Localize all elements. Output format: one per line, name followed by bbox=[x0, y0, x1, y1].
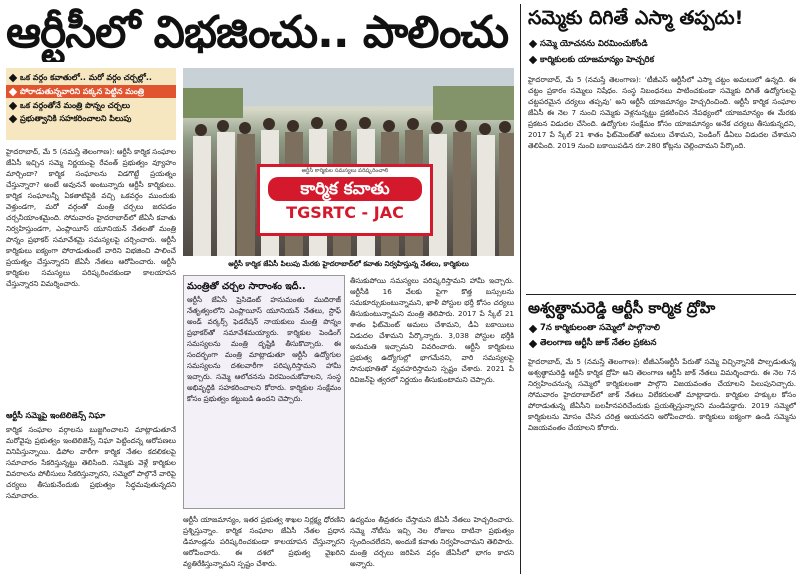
right-headline-ashwathama: అశ్వత్థామరెడ్డి ఆర్టీసీ కార్మిక ద్రోహి bbox=[528, 299, 716, 317]
banner-main-text: కార్మిక కవాతు bbox=[268, 177, 422, 201]
bottom-paragraph-left: ఆర్టీసీ యాజమాన్యం, ఇతర ప్రభుత్వ శాఖల నిర్లక్ష్య ధోరణిని ప్రశ్నిస్తున్నాం. కార్మిక సంఘాల జేఏసీ నేతల ప్రధాన డిమాండ్లను పరిష్కరించకుండా కాలయాపన చేస్తున్నారని ఆరోపించారు. ఈ దశలో ప్రభుత్వ వైఖరిని వ్యతిరేకిస్తున్నామని స్పష్టం చేశారు. bbox=[183, 515, 345, 568]
esma-paragraph: హైదరాబాద్‌, మే 5 (నమస్తే తెలంగాణ): ‘టీజీఎస్‌ ఆర్టీసీలో ఎస్మా చట్టం అమలులో ఉన్నది. ఈ చట్టం ప్రకారం సమ్మెలు నిషేధం. సంస్థ నిబంధనలు పాటించకుండా సమ్మెకు దిగితే ఉద్యోగులపై చట్టపరమైన చర్యలు తప్పవు’ అని ఆర్టీసీ యాజమాన్యం హెచ్చరించింది. ఆర్టీసీ కార్మిక సంఘాల జేఏసీ ఈ నెల 7 నుంచి సమ్మెకు వెళ్లనున్నట్టు ప్రకటించిన నేపథ్యంలో యాజమాన్యం ఈ మేరకు ప్రకటన విడుదల చేసింది. ఉద్యోగుల సంక్షేమం కోసం యాజమాన్యం అనేక చర్యలు తీసుకున్నదని, 2017 పే స్కేల్‌ 21 శాతం ఫిట్‌మెంట్‌తో అమలు చేశామని, పెండింగ్‌ డీఏలు విడుదల చేశామని తెలిపింది. 2019 నుంచి బకాయిపడిన రూ.280 కోట్లను చెల్లించామని పేర్కొంది. bbox=[528, 75, 796, 150]
subheading-intelligence: ఆర్టీసీ సమ్మెపై ఇంటెలిజెన్స్‌ నిఘా bbox=[6, 411, 106, 420]
intelligence-paragraph: కార్మిక సంఘాల వర్గాలను బుజ్జగించాలని మాట్లాడుతూనే మరోవైపు ప్రభుత్వం ఇంటెలిజెన్స్‌ నిఘా పెట్టిందన్న ఆరోపణలు వినిపిస్తున్నాయి. డిపోల వారీగా కార్మిక నేతల కదలికలపై సమాచారం సేకరిస్తున్నట్టు తెలిసింది. సమ్మెకు వెళ్లే కార్మికుల వివరాలను పోలీసులు సేకరిస్తున్నారని, సమ్మెలో పాల్గొనే వారిపై చర్యలు తీసుకునేందుకు ప్రభుత్వం సిద్ధమవుతున్నదని సమాచారం. bbox=[6, 425, 176, 500]
bullet-item: తెలంగాణ ఆర్టీసీ జాక్‌ నేతల ప్రకటన bbox=[530, 336, 796, 351]
talks-summary-box bbox=[183, 275, 345, 509]
right-bullets-esma bbox=[530, 36, 796, 70]
bullet-item: 7న కార్మికులంతా సమ్మెలో పాల్గొనాలి bbox=[530, 321, 796, 336]
subheading-talks: మంత్రితో చర్చల సారాంశం ఇదీ.. bbox=[187, 281, 306, 292]
summary-item: ఒక వర్గంతోనే మంత్రి పొన్నం చర్చలు bbox=[10, 99, 172, 112]
rally-photo bbox=[183, 68, 514, 256]
right-headline-esma: సమ్మెకు దిగితే ఎస్మా తప్పదు! bbox=[528, 7, 744, 29]
main-headline: ఆర్టీసీలో విభజించు.. పాలించు bbox=[6, 7, 509, 58]
middle-column-paragraph: తీసుకుపోయి సమస్యలు పరిష్కరిస్తామని హామీ ఇచ్చారు. ఆర్టీసీకి 16 వేలకు పైగా కొత్త బస్సులను సమకూర్చుకుంటున్నామని, ఖాళీ పోస్టుల భర్తీ కోసం చర్యలు తీసుకుంటున్నామని మంత్రి తెలిపారు. 2017 పే స్కేల్‌ 21 శాతం ఫిట్‌మెంట్‌ అమలు చేశామని, డీఏ బకాయిలు విడుదల చేశామని పేర్కొన్నారు. 3,038 పోస్టుల భర్తీకి అనుమతి ఇచ్చామని వివరించారు. ఆర్టీసీ కార్మికులు ప్రభుత్వ ఉద్యోగుల్లో భాగమేనని, వారి సమస్యలపై సానుభూతితో వ్యవహరిస్తామని స్పష్టం చేశారు. 2021 పే రివిజన్‌పై త్వరలో నిర్ణయం తీసుకుంటామని చెప్పారు. bbox=[350, 276, 514, 384]
protest-banner bbox=[257, 164, 433, 236]
lead-paragraph: హైదరాబాద్‌, మే 5 (నమస్తే తెలంగాణ): ఆర్టీసీ కార్మిక సంఘాల జేఏసీ ఇచ్చిన సమ్మె నిర్ణయంపై రేవంత్‌ ప్రభుత్వం వ్యూహం మార్చిందా? కార్మిక సంఘాలను విడగొట్టే ప్రయత్నం చేస్తున్నారా? అంటే అవుననే అంటున్నారు ఆర్టీసీ కార్మికులు. కార్మిక సంఘాలన్నీ ఏకతాటిపైకి వచ్చి ఒకవర్గం ముందుకు వెళ్తుండగా, మరో వర్గంతో మంత్రి చర్చలు జరపడం చర్చనీయాంశమైంది. సోమవారం హైదరాబాద్‌లో జేఏసీ కవాతు నిర్వహిస్తుండగా, ఎంప్లాయీస్‌ యూనియన్‌ నేతలతో మంత్రి పొన్నం ప్రభాకర్‌ సమావేశమై సమస్యలపై చర్చించారు. ఆర్టీసీ కార్మికులు ఐక్యంగా పోరాడుతుంటే వారిని విభజించి పాలించే ప్రయత్నం చేస్తున్నారని జేఏసీ నేతలు ఆరోపించారు. ఆర్టీసీ కార్మికుల సమస్యలు పరిష్కరించకుండా కాలయాపన చేస్తున్నారని విమర్శించారు. bbox=[6, 147, 176, 288]
ashwathama-paragraph: హైదరాబాద్‌, మే 5 (నమస్తే తెలంగాణ): టీజీఎస్‌ఆర్టీసీ పేరుతో సమ్మె విచ్ఛిన్నానికి పాల్పడుతున్న అశ్వత్థామరెడ్డి ఆర్టీసీ కార్మిక ద్రోహి అని తెలంగాణ ఆర్టీసీ జాక్‌ నేతలు విమర్శించారు. ఈ నెల 7న నిర్వహించనున్న సమ్మెలో కార్మికులంతా పాల్గొని విజయవంతం చేయాలని పిలుపునిచ్చారు. సోమవారం హైదరాబాద్‌లో జాక్‌ నేతలు విలేకరులతో మాట్లాడారు. కార్మికుల హక్కుల కోసం పోరాడుతున్న జేఏసీని బలహీనపరిచేందుకు ప్రయత్నిస్తున్నారని మండిపడ్డారు. 2019 సమ్మెలో కార్మికులను మోసం చేసిన చరిత్ర ఆయనదని ఆరోపించారు. కార్మికులు ఐక్యంగా ఉండి సమ్మెను విజయవంతం చేయాలని కోరారు. bbox=[528, 357, 796, 432]
column-divider bbox=[520, 4, 521, 574]
right-bullets-ashwathama bbox=[530, 321, 796, 353]
summary-box bbox=[6, 68, 176, 140]
photo-caption: ఆర్టీసీ కార్మిక జేఏసీ పిలుపు మేరకు హైదరాబాద్‌లో కవాతు నిర్వహిస్తున్న నేతలు, కార్మికులు bbox=[228, 260, 469, 268]
summary-item: ఒక వర్గం కవాతులో.. మరో వర్గం చర్చల్లో.. bbox=[10, 71, 172, 84]
summary-item: ప్రభుత్వానికి సహకరించాలని పిలుపు bbox=[10, 112, 172, 125]
banner-org-text: TGSRTC - JAC bbox=[286, 203, 404, 222]
banner-top-text: ఆర్టీసీ కార్మికుల సమస్యలు పరిష్కరించాలి bbox=[301, 168, 389, 174]
bullet-item: కార్మికులకు యాజమాన్యం హెచ్చరిక bbox=[530, 52, 796, 68]
talks-paragraph: ఆర్టీసీ జేఏసీ ప్రెసిడెంట్‌ హనుమంతు ముదిరాజ్‌ నేతృత్వంలోని ఎంప్లాయీస్‌ యూనియన్‌ నేతలు, స్టాఫ్‌ అండ్‌ వర్కర్స్‌ ఫెడరేషన్‌ నాయకులు మంత్రి పొన్నం ప్రభాకర్‌తో సమావేశమయ్యారు. కార్మికుల పెండింగ్‌ సమస్యలను మంత్రి దృష్టికి తీసుకొచ్చారు. ఈ సందర్భంగా మంత్రి మాట్లాడుతూ ఆర్టీసీ ఉద్యోగుల సమస్యలను దశలవారీగా పరిష్కరిస్తామని హామీ ఇచ్చారు. సమ్మె ఆలోచనను విరమించుకోవాలని, సంస్థ అభివృద్ధికి సహకరించాలని కోరారు. కార్మికుల సంక్షేమం కోసం ప్రభుత్వం కట్టుబడి ఉందని చెప్పారు. bbox=[187, 295, 341, 403]
bottom-paragraph-right: ఉద్యమం తీవ్రతరం చేస్తామని జేఏసీ నేతలు హెచ్చరించారు. సమ్మె నోటీసు ఇచ్చి నెల రోజులు దాటినా ప్రభుత్వం స్పందించలేదని, అందుకే కవాతు నిర్వహించామని తెలిపారు. మంత్రి చర్చలు జరిపిన వర్గం జేఏసీలో భాగం కాదని అన్నారు. bbox=[350, 515, 514, 568]
right-separator bbox=[526, 294, 796, 295]
bullet-item: సమ్మె యోచనను విరమించుకోండి bbox=[530, 36, 796, 52]
summary-item: పోరాడుతున్నవారిని పక్కన పెట్టిన మంత్రి bbox=[6, 85, 176, 98]
